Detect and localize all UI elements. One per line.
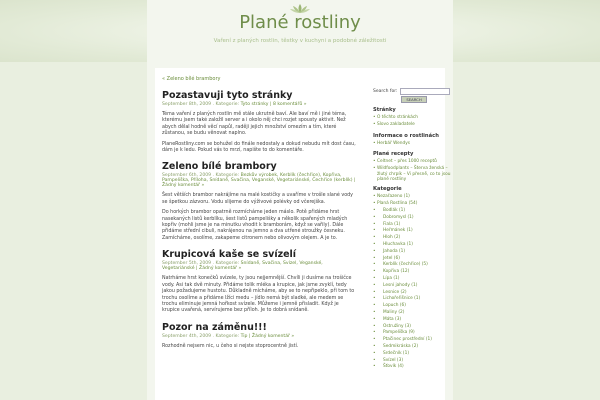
category-link[interactable]: • Lichořeřišnice (1) [373, 296, 453, 303]
category-link[interactable]: • Ptačinec prostřední (1) [373, 337, 453, 344]
post-categories[interactable]: Tip | Žádný komentář » [240, 333, 295, 339]
category-link[interactable]: • Sedmikráska (2) [373, 344, 453, 351]
main-column [162, 76, 356, 357]
category-link[interactable]: • Lopuch (6) [373, 303, 453, 310]
search-button[interactable]: SEARCH [401, 96, 427, 103]
category-link[interactable]: • Bodlák (1) [373, 208, 453, 215]
category-list [373, 194, 453, 371]
category-link[interactable]: • Kopřiva (12) [373, 269, 453, 276]
sidebar-link[interactable]: • O těchto stránkách [373, 115, 453, 122]
sidebar-heading: Plané recepty [373, 151, 414, 158]
sidebar-list [373, 115, 453, 129]
sidebar-heading: Informace o rostlinách [373, 132, 439, 139]
category-link[interactable]: • Svízel (3) [373, 358, 453, 365]
post-meta [162, 102, 356, 107]
category-link[interactable]: • Dobromysl (1) [373, 215, 453, 222]
sidebar [373, 88, 453, 371]
post [162, 161, 356, 242]
category-link[interactable]: • Maliny (2) [373, 310, 453, 317]
category-link[interactable]: • Hluchavka (1) [373, 242, 453, 249]
category-link[interactable]: • Pampeliška (9) [373, 330, 453, 337]
category-link[interactable]: • Heřmánek (1) [373, 228, 453, 235]
post-title[interactable]: Pozor na záměnu!!! [162, 321, 267, 333]
post-title[interactable]: Zeleno bílé brambory [162, 161, 277, 173]
sidebar-link[interactable]: • Wildfoodplants – Šterva ženská – žlutý chrpík – Vi přesně, co to jsou plané rostliny [373, 166, 453, 182]
post-title[interactable]: Krupicová kaše se svízelí [162, 249, 297, 261]
post-categories[interactable]: Bezkův výrobek, Kerblík (čechřice), Kopřiva, Pampeliška, Příloha, Snídaně, Svačina, Veganské, Vegetariánské, Čechřice (kerblík) | Žádný komentář » [162, 173, 356, 189]
category-link[interactable]: • Šťovík (4) [373, 364, 453, 371]
post-date: September 4th, 2009 . Kategorie: [162, 333, 241, 339]
post-paragraph: Téma vaření z planých rostlin mě stále ukrutně baví. Ale baví mě i jiné téma, kterému jsem také založil server a i okolo něj chci rozjet spousty aktivit. Než abych dělal hodně věcí napůl, raději jejich množství omezím a tím, které zůstanou, se budu věnovat naplno. [162, 112, 347, 137]
category-link[interactable]: • Jetel (6) [373, 256, 453, 263]
post [162, 322, 356, 350]
sidebar-list [373, 141, 453, 148]
search-input[interactable] [400, 88, 450, 95]
sidebar-link[interactable]: • Slovo zakladatele [373, 122, 453, 129]
site-tagline: Vaření z planých rostlin, těstky v kuchyni a podobné záležitosti [213, 38, 387, 44]
post-meta [162, 261, 356, 271]
breadcrumb [162, 76, 356, 82]
sidebar-link[interactable]: • Herbář Wendys [373, 141, 453, 148]
sidebar-heading: Kategorie [373, 186, 402, 193]
post [162, 249, 356, 314]
category-link[interactable]: • Fiala (1) [373, 222, 453, 229]
category-link[interactable]: • Jahoda (1) [373, 249, 453, 256]
post-title[interactable]: Pozastavuji tyto stránky [162, 90, 293, 101]
sidebar-heading: Stránky [373, 107, 396, 113]
post-date: September 8th, 2009 . Kategorie: [162, 102, 241, 107]
post-paragraph: Rozhodně nejsem nic, u čeho si nejste stoprocentně jistí. [162, 343, 299, 349]
post-date: September 5th, 2009 . Kategorie: [162, 261, 241, 267]
category-link[interactable]: • Kerblík (čechřice) (5) [373, 262, 453, 269]
category-link[interactable]: • Máta (3) [373, 317, 453, 324]
post-meta [162, 173, 356, 188]
post-paragraph: Natrháme hrst konečků svízele, ty jsou nejjemnější. Chvíli ji dusíme na trošičce vody. Asi tak dvě minuty. Přidáme tolik mléka a krupice, jak jsme zvyklí, tedy jakou požadujeme hustotu. Důkladně mícháme, aby se to nepřipeklo, při tom to trochu osolíme a přidáme lžíci medu – jídlo nemá být sladké, ale medem se trochu eliminuje jemná hořkost svízele. Můžeme i jemně přisladit. Když je krupice uvařená, servírujeme bez příloh. Je to dobrá snídaně. [162, 276, 355, 314]
post [162, 90, 356, 154]
previous-post-link[interactable]: « Zeleno bílé brambory [162, 76, 221, 82]
post-date: September 6th, 2009 . Kategorie: [162, 173, 241, 179]
site-title[interactable]: Plané rostliny [239, 12, 361, 33]
category-link[interactable]: • Lesnice (2) [373, 290, 453, 297]
category-link[interactable]: • Ostružiny (3) [373, 324, 453, 331]
sidebar-link[interactable]: • Celtnet – přes 1000 receptů [373, 159, 453, 166]
post-paragraph: Šest větších brambor nakrájíme na malé kostičky a uvaříme v trošle slané vody se špetkou zázvoru. Vodu slijeme do výživové polévky od včerejška. [162, 193, 354, 205]
search-form [373, 88, 453, 95]
sidebar-list [373, 159, 453, 182]
category-link[interactable]: • Planá Rostlina (54) [373, 201, 453, 208]
post-categories[interactable]: Tyto stránky | 8 komentářů » [240, 102, 307, 107]
post-categories[interactable]: Snídaně, Svačina, Svízel, Veganské, Vegetariánské | Žádný komentář » [162, 261, 323, 272]
post-meta [162, 334, 356, 339]
post-paragraph: PlaneRostliny.com se bohužel do finále nedostaly a dokud nebudu mít dost času, dám je k ledu. Pokud vás to mrzí, napište to do komentáře. [162, 141, 356, 154]
category-link[interactable]: • Srdečník (1) [373, 351, 453, 358]
post-paragraph: Do horkých brambor opatrně rozmícháme jeden máslo. Potě přidáme hrst nasekaných listů kerblíku, šest listů pampelišky a několik spařených mladých kopřiv (mohli jsme je na minutku vhodit k bramborám, když se vařily). Dále přidáme střední cibuli, nakrájenou na jemno a dva utřené stroužky česneku. Zamícháme, osolíme, zakapeme citronem nebo olivovým olejem. A je to. [162, 210, 348, 241]
search-label: Search for: [373, 89, 398, 94]
category-link[interactable]: • Lesní jahody (1) [373, 283, 453, 290]
category-link[interactable]: • Nezařazeno (1) [373, 194, 453, 201]
category-link[interactable]: • Hloh (2) [373, 235, 453, 242]
category-link[interactable]: • Lípa (1) [373, 276, 453, 283]
